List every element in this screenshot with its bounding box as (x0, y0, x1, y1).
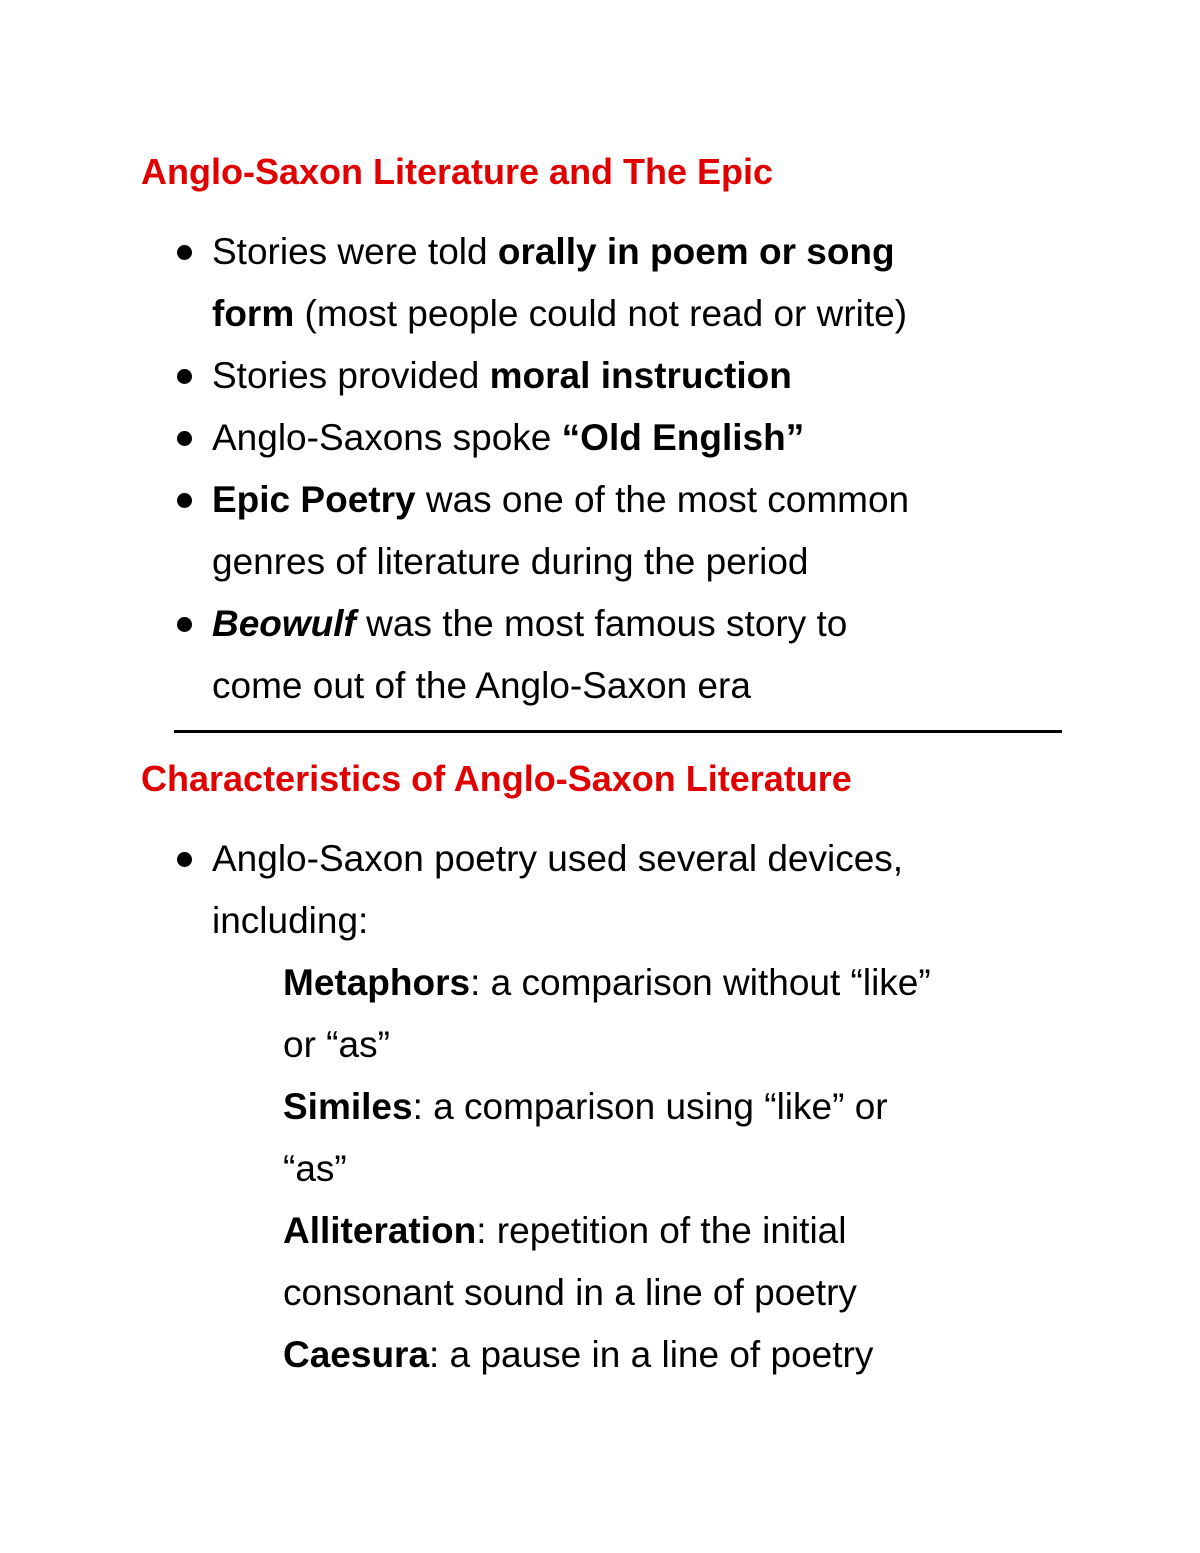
bullet-icon (177, 493, 192, 508)
bullet-icon (177, 245, 192, 260)
definition-metaphors: Metaphors: a comparison without “like” or “as” (283, 962, 931, 1065)
section-heading-epic: Anglo-Saxon Literature and The Epic (141, 151, 774, 192)
bullet-icon (177, 852, 192, 867)
list-item: Anglo-Saxon poetry used several devices, including: (0, 828, 903, 952)
section-heading-characteristics: Characteristics of Anglo-Saxon Literature (141, 758, 852, 799)
list-item: Beowulf was the most famous story to come out of the Anglo-Saxon era (0, 593, 909, 717)
definition-similes: Similes: a comparison using “like” or “as” (283, 1086, 888, 1189)
definition-caesura: Caesura: a pause in a line of poetry (283, 1334, 874, 1375)
bullet-icon (177, 431, 192, 446)
characteristics-bullet-list (0, 828, 903, 952)
bullet-icon (177, 369, 192, 384)
list-item: Epic Poetry was one of the most common genres of literature during the period (0, 469, 909, 593)
definition-alliteration: Alliteration: repetition of the initial consonant sound in a line of poetry (283, 1210, 857, 1313)
list-item: Stories provided moral instruction (0, 345, 909, 407)
section-divider (174, 730, 1062, 733)
bullet-icon (177, 617, 192, 632)
list-item: Stories were told orally in poem or song form (most people could not read or write) (0, 221, 909, 345)
list-item: Anglo-Saxons spoke “Old English” (0, 407, 909, 469)
device-definitions (283, 952, 931, 1386)
epic-bullet-list (0, 221, 909, 717)
